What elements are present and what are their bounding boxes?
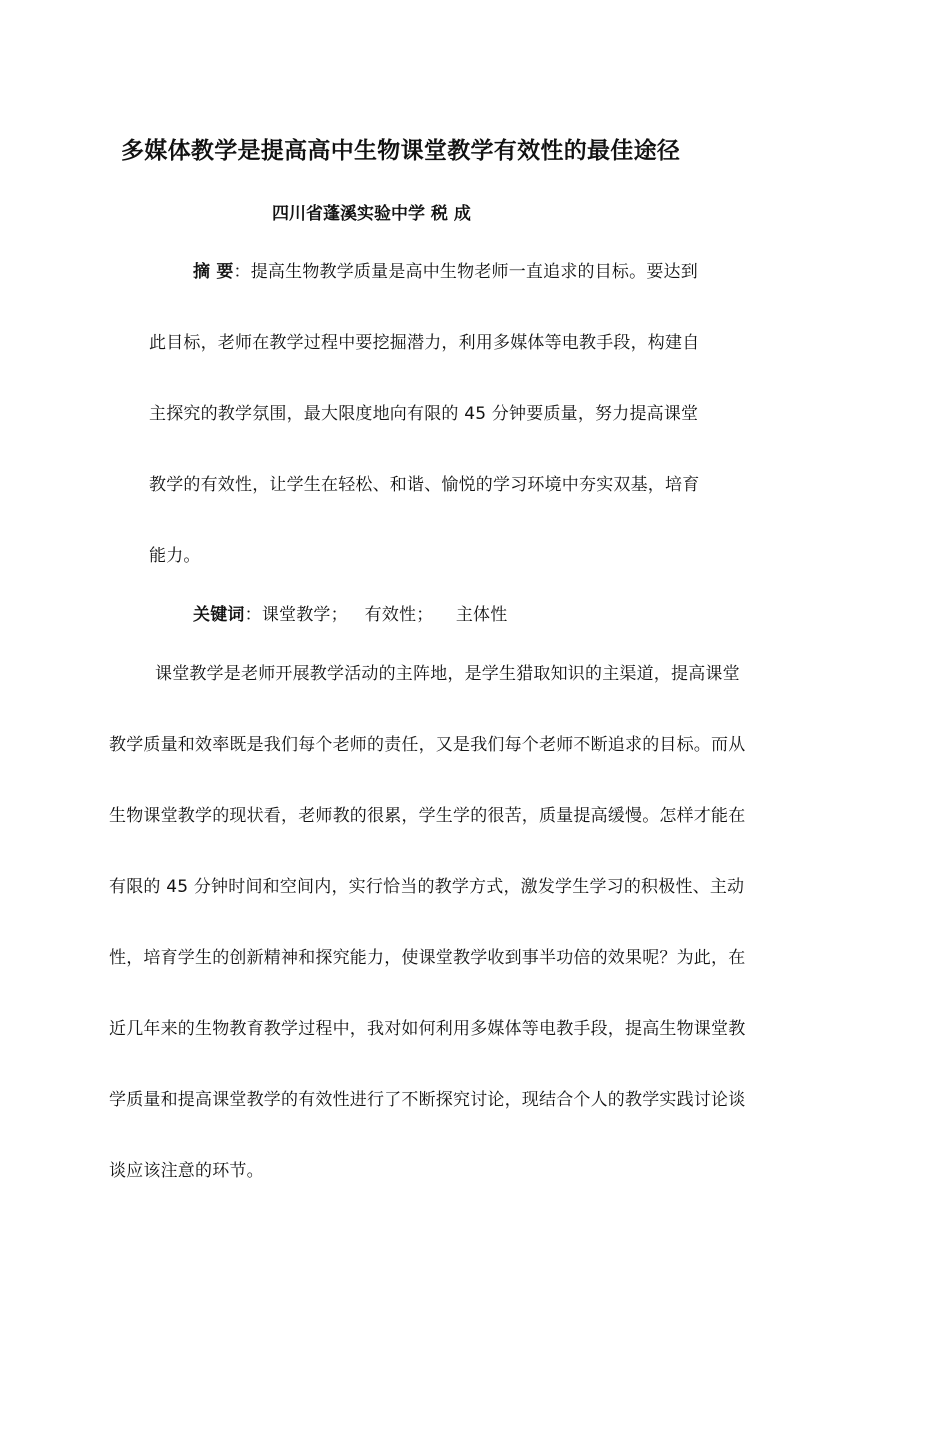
abstract-separator: ：: [233, 262, 251, 282]
author-line: 四川省蓬溪实验中学 税 成: [272, 204, 471, 224]
abstract-label: 摘 要: [193, 262, 234, 282]
keywords-line: [193, 603, 507, 627]
abstract-text-line: 教学的有效性，让学生在轻松、和谐、愉悦的学习环境中夯实双基，培育: [149, 475, 700, 495]
document-title: 多媒体教学是提高高中生物课堂教学有效性的最佳途径: [121, 138, 681, 164]
abstract-text-line: 提高生物教学质量是高中生物老师一直追求的目标。要达到: [250, 262, 698, 282]
keywords-text: 课堂教学； 有效性； 主体性: [261, 605, 508, 625]
body-line: 谈应该注意的环节。: [109, 1161, 264, 1181]
body-line: 性，培育学生的创新精神和探究能力，使课堂教学收到事半功倍的效果呢？为此，在: [109, 948, 746, 968]
keywords-separator: ：: [244, 605, 262, 625]
body-line: 教学质量和效率既是我们每个老师的责任，又是我们每个老师不断追求的目标。而从: [109, 735, 746, 755]
body-line: 有限的 45 分钟时间和空间内，实行恰当的教学方式，激发学生学习的积极性、主动: [109, 877, 745, 897]
body-line: 生物课堂教学的现状看，老师教的很累，学生学的很苦，质量提高缓慢。怎样才能在: [109, 806, 746, 826]
body-line: 学质量和提高课堂教学的有效性进行了不断探究讨论，现结合个人的教学实践讨论谈: [109, 1090, 746, 1110]
abstract-text-line: 主探究的教学氛围，最大限度地向有限的 45 分钟要质量，努力提高课堂: [149, 404, 699, 424]
body-line: 近几年来的生物教育教学过程中，我对如何利用多媒体等电教手段，提高生物课堂教: [109, 1019, 746, 1039]
keywords-label: 关键词: [193, 605, 245, 625]
abstract-text-line: 能力。: [149, 546, 201, 566]
abstract-first-line: [193, 260, 698, 284]
body-line: 课堂教学是老师开展教学活动的主阵地，是学生猎取知识的主渠道，提高课堂: [155, 664, 740, 684]
abstract-text-line: 此目标，老师在教学过程中要挖掘潜力，利用多媒体等电教手段，构建自: [149, 333, 700, 353]
